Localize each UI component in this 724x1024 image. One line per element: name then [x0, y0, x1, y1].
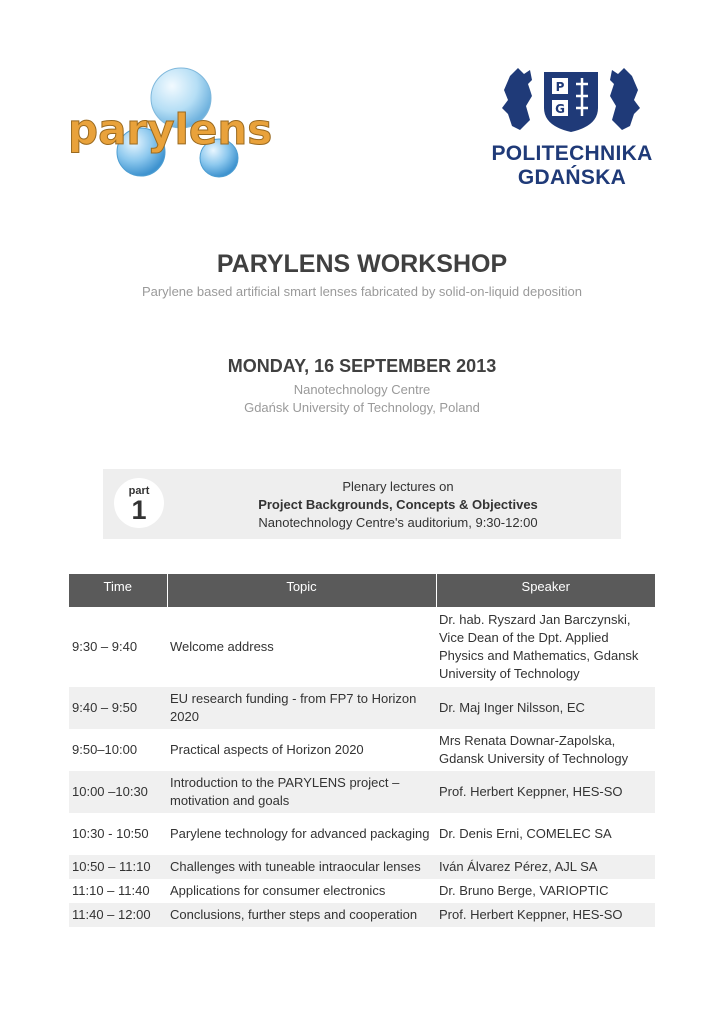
row-time: 11:40 – 12:00	[69, 903, 167, 927]
row-topic: Welcome address	[170, 639, 274, 654]
row-speaker: Dr. Bruno Berge, VARIOPTIC	[439, 883, 609, 898]
table-row	[69, 813, 655, 855]
row-time: 10:30 - 10:50	[72, 826, 149, 841]
part-number: 1	[131, 495, 147, 525]
row-speaker: Dr. Denis Erni, COMELEC SA	[439, 826, 612, 841]
part-banner	[103, 469, 621, 539]
row-time: 10:50 – 11:10	[69, 855, 167, 879]
politechnika-crest-icon	[496, 66, 646, 134]
header-time: Time	[69, 574, 167, 607]
row-time: 10:00 –10:30	[69, 771, 167, 813]
politechnika-name-line1: POLITECHNIKA	[491, 142, 653, 165]
table-row	[69, 879, 655, 903]
parylens-logo-icon	[66, 66, 272, 190]
part-word: part	[128, 485, 150, 497]
crest-letter-g: G	[555, 102, 565, 116]
row-time: 11:10 – 11:40	[72, 883, 150, 898]
row-speaker: Mrs Renata Downar-Zapolska, Gdansk University of Technology	[439, 733, 629, 766]
row-topic: Practical aspects of Horizon 2020	[170, 742, 364, 757]
table-row	[69, 729, 655, 771]
row-time: 9:30 – 9:40	[72, 639, 138, 654]
event-venue-line2: Gdańsk University of Technology, Poland	[244, 400, 480, 415]
row-speaker: Dr. Maj Inger Nilsson, EC	[436, 687, 655, 729]
row-topic: Challenges with tuneable intraocular lenses	[167, 855, 436, 879]
row-speaker: Iván Álvarez Pérez, AJL SA	[436, 855, 655, 879]
politechnika-logo	[484, 64, 660, 192]
row-topic: EU research funding - from FP7 to Horizon 2020	[167, 687, 436, 729]
politechnika-name-line2: GDAŃSKA	[517, 166, 627, 189]
row-topic: Parylene technology for advanced packaging	[170, 826, 430, 841]
part-badge	[114, 478, 164, 528]
row-time: 9:50–10:00	[72, 742, 138, 757]
table-row	[69, 771, 655, 813]
event-venue-line1: Nanotechnology Centre	[293, 382, 431, 397]
event-date: MONDAY, 16 SEPTEMBER 2013	[227, 356, 497, 376]
agenda-table	[69, 574, 655, 927]
table-row	[69, 687, 655, 729]
agenda-header-row	[69, 574, 655, 607]
parylens-logo-text: parylens	[68, 105, 272, 154]
row-speaker: Prof. Herbert Keppner, HES-SO	[436, 771, 655, 813]
header-topic: Topic	[167, 574, 436, 607]
row-topic: Applications for consumer electronics	[170, 883, 386, 898]
row-speaker: Dr. hab. Ryszard Jan Barczynski, Vice Dean of the Dpt. Applied Physics and Mathematics, Gdansk University of Technology	[439, 612, 639, 681]
table-row	[69, 607, 655, 687]
row-topic: Conclusions, further steps and cooperation	[167, 903, 436, 927]
row-time: 9:40 – 9:50	[69, 687, 167, 729]
row-speaker: Prof. Herbert Keppner, HES-SO	[436, 903, 655, 927]
header-speaker: Speaker	[436, 574, 655, 607]
part-line3: Nanotechnology Centre's auditorium, 9:30-12:00	[258, 515, 538, 530]
row-topic: Introduction to the PARYLENS project – motivation and goals	[167, 771, 436, 813]
table-row	[69, 855, 655, 879]
part-line2: Project Backgrounds, Concepts & Objectives	[258, 497, 538, 512]
page-title: PARYLENS WORKSHOP	[216, 250, 508, 278]
page-subtitle: Parylene based artificial smart lenses fabricated by solid-on-liquid deposition	[141, 284, 583, 299]
crest-letter-p: P	[555, 80, 565, 94]
parylens-logo	[66, 66, 272, 190]
table-row	[69, 903, 655, 927]
part-line1: Plenary lectures on	[342, 479, 454, 494]
